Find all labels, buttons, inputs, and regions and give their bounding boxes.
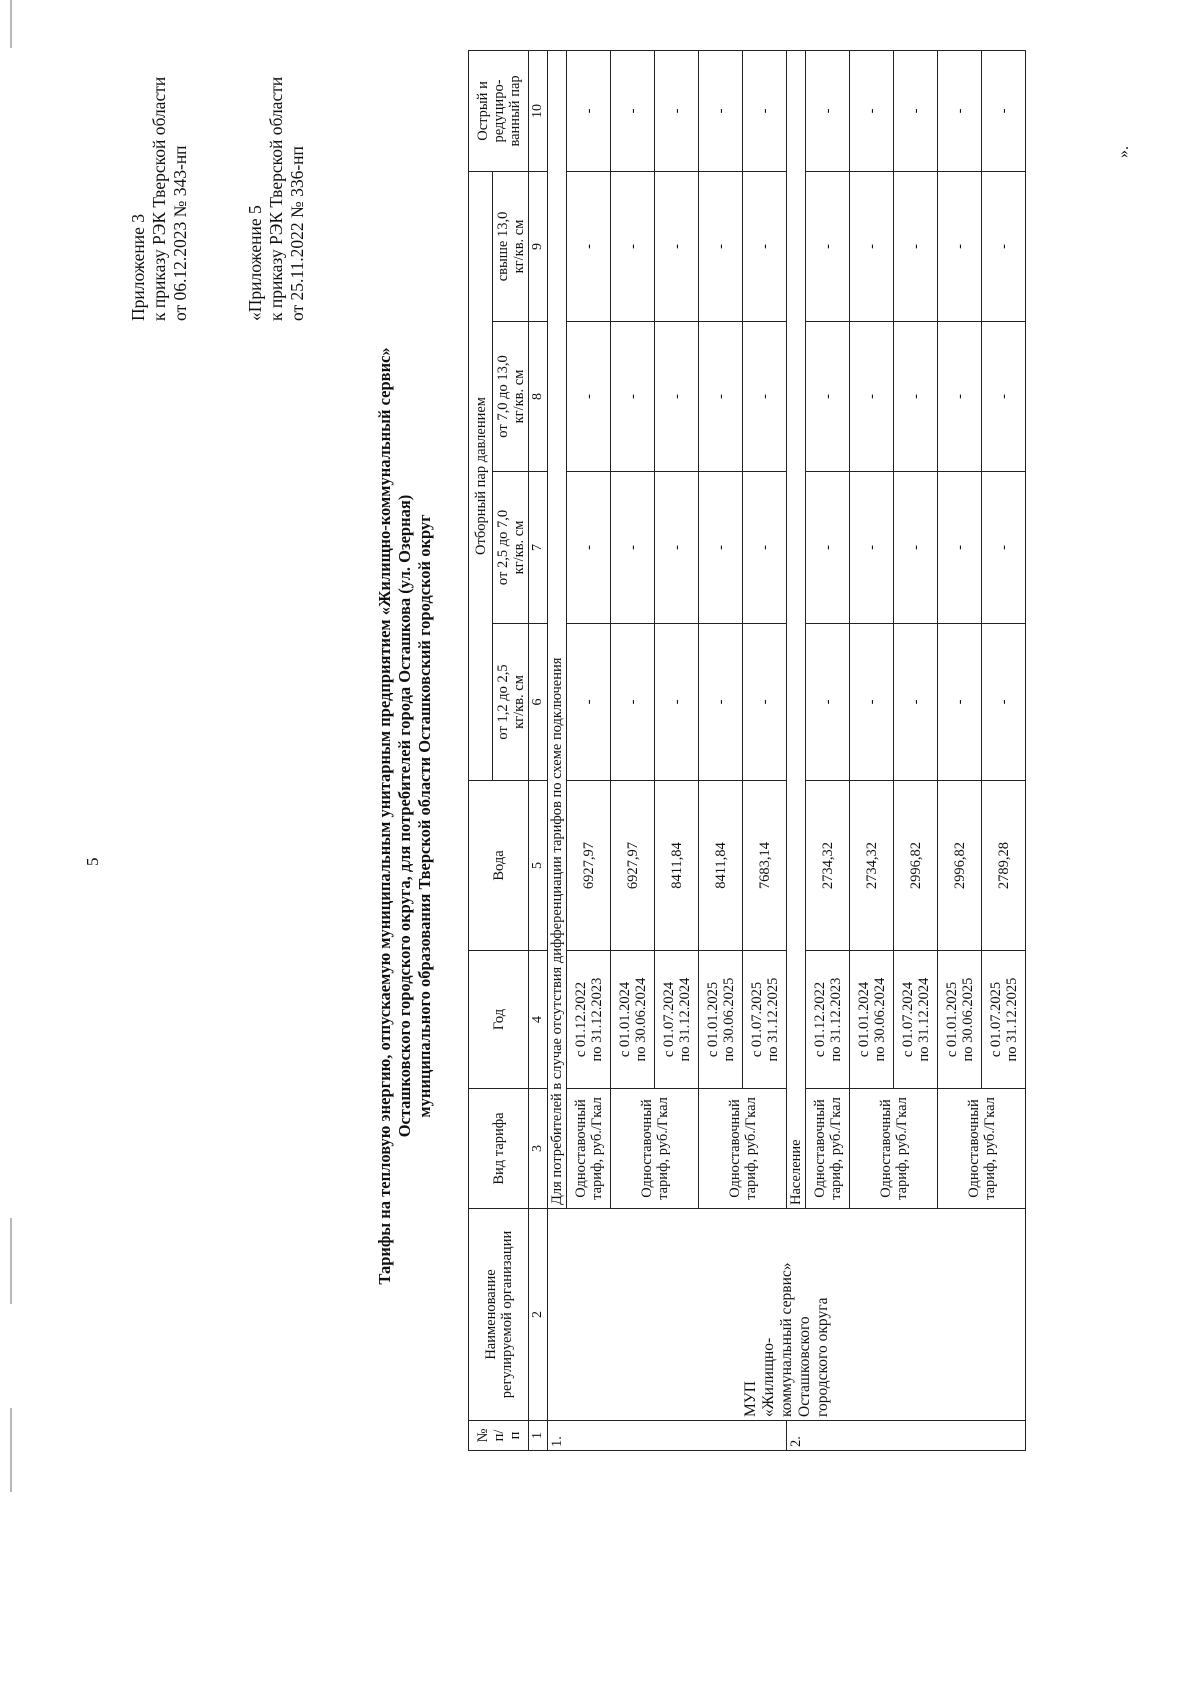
steam-tariff-value: - xyxy=(894,322,938,472)
steam-tariff-value: - xyxy=(850,322,894,472)
steam-tariff-value: - xyxy=(982,50,1026,171)
appendix-line: к приказу РЭК Тверской области xyxy=(266,76,286,321)
period-cell: с 01.07.2025 по 31.12.2025 xyxy=(982,951,1026,1089)
steam-tariff-value: - xyxy=(699,50,743,171)
steam-tariff-value: - xyxy=(699,624,743,781)
tariff-type-cell: Одноставочный тариф, руб./Гкал xyxy=(938,1089,1026,1209)
header-sharp-steam: Острый и редуциро- ванный пар xyxy=(469,50,529,171)
steam-tariff-value: - xyxy=(894,472,938,624)
header-pressure-2: от 2,5 до 7,0 кг/кв. см xyxy=(493,472,529,624)
steam-tariff-value: - xyxy=(699,171,743,321)
closing-quote-mark: ». xyxy=(1115,146,1132,158)
steam-tariff-value: - xyxy=(938,322,982,472)
steam-tariff-value: - xyxy=(806,50,850,171)
steam-tariff-value: - xyxy=(938,472,982,624)
steam-tariff-value: - xyxy=(567,50,611,171)
water-tariff-value: 8411,84 xyxy=(699,781,743,951)
period-cell: с 01.07.2024 по 31.12.2024 xyxy=(894,951,938,1089)
appendix-line: от 06.12.2023 № 343-нп xyxy=(170,145,190,321)
steam-tariff-value: - xyxy=(655,322,699,472)
document-title xyxy=(375,266,435,1366)
water-tariff-value: 6927,97 xyxy=(567,781,611,951)
steam-tariff-value: - xyxy=(938,171,982,321)
section-label: Для потребителей в случае отсутствия дифференциации тарифов по схеме подключения xyxy=(548,50,567,1208)
steam-tariff-value: - xyxy=(611,624,655,781)
steam-tariff-value: - xyxy=(611,472,655,624)
steam-tariff-value: - xyxy=(982,472,1026,624)
column-number: 10 xyxy=(529,50,548,171)
steam-tariff-value: - xyxy=(806,624,850,781)
header-pressure-3: от 7,0 до 13,0 кг/кв. см xyxy=(493,322,529,472)
water-tariff-value: 2789,28 xyxy=(982,781,1026,951)
period-cell: с 01.07.2025 по 31.12.2025 xyxy=(743,951,787,1089)
page-number: 5 xyxy=(83,857,102,866)
tariff-type-cell: Одноставочный тариф, руб./Гкал xyxy=(611,1089,699,1209)
steam-tariff-value: - xyxy=(850,171,894,321)
steam-tariff-value: - xyxy=(982,322,1026,472)
appendix-line: «Приложение 5 xyxy=(245,205,265,321)
tariff-type-cell: Одноставочный тариф, руб./Гкал xyxy=(699,1089,787,1209)
steam-tariff-value: - xyxy=(611,50,655,171)
header-tariff-type: Вид тарифа xyxy=(469,1089,529,1209)
header-pressure-4: свыше 13,0 кг/кв. см xyxy=(493,171,529,321)
column-numbers-row xyxy=(529,50,548,1450)
steam-tariff-value: - xyxy=(850,472,894,624)
steam-tariff-value: - xyxy=(806,171,850,321)
steam-tariff-value: - xyxy=(655,624,699,781)
section-number: 1. xyxy=(548,1421,787,1451)
steam-tariff-value: - xyxy=(699,322,743,472)
steam-tariff-value: - xyxy=(655,472,699,624)
steam-tariff-value: - xyxy=(806,472,850,624)
water-tariff-value: 2734,32 xyxy=(806,781,850,951)
steam-tariff-value: - xyxy=(699,472,743,624)
appendix-current-reference xyxy=(128,77,191,321)
water-tariff-value: 2734,32 xyxy=(850,781,894,951)
steam-tariff-value: - xyxy=(938,50,982,171)
steam-tariff-value: - xyxy=(567,472,611,624)
header-number: № п/ п xyxy=(469,1421,529,1451)
header-pressure-1: от 1,2 до 2,5 кг/кв. см xyxy=(493,624,529,781)
steam-tariff-value: - xyxy=(567,322,611,472)
steam-tariff-value: - xyxy=(743,171,787,321)
steam-tariff-value: - xyxy=(743,50,787,171)
column-number: 4 xyxy=(529,951,548,1089)
water-tariff-value: 7683,14 xyxy=(743,781,787,951)
title-line: муниципального образования Тверской области Осташковский городской округ xyxy=(415,514,434,1118)
steam-tariff-value: - xyxy=(655,50,699,171)
title-line: Тарифы на тепловую энергию, отпускаемую муниципальным унитарным предприятием «Жилищно-коммунальный сервис» xyxy=(375,347,394,1285)
tariff-type-cell: Одноставочный тариф, руб./Гкал xyxy=(567,1089,611,1209)
tariff-type-cell: Одноставочный тариф, руб./Гкал xyxy=(850,1089,938,1209)
period-cell: с 01.07.2024 по 31.12.2024 xyxy=(655,951,699,1089)
steam-tariff-value: - xyxy=(894,171,938,321)
water-tariff-value: 8411,84 xyxy=(655,781,699,951)
period-cell: с 01.12.2022 по 31.12.2023 xyxy=(567,951,611,1089)
steam-tariff-value: - xyxy=(567,624,611,781)
appendix-previous-reference xyxy=(245,77,308,321)
section-label: Население xyxy=(787,50,806,1208)
steam-tariff-value: - xyxy=(894,624,938,781)
steam-tariff-value: - xyxy=(938,624,982,781)
section-row xyxy=(548,50,567,1450)
column-number: 8 xyxy=(529,322,548,472)
tariff-table xyxy=(468,50,1026,1451)
column-number: 3 xyxy=(529,1089,548,1209)
steam-tariff-value: - xyxy=(982,171,1026,321)
appendix-line: от 25.11.2022 № 336-нп xyxy=(287,146,307,321)
steam-tariff-value: - xyxy=(894,50,938,171)
column-number: 1 xyxy=(529,1421,548,1451)
tariff-table-body xyxy=(469,50,1026,1450)
water-tariff-value: 2996,82 xyxy=(938,781,982,951)
water-tariff-value: 2996,82 xyxy=(894,781,938,951)
period-cell: с 01.12.2022 по 31.12.2023 xyxy=(806,951,850,1089)
steam-tariff-value: - xyxy=(655,171,699,321)
water-tariff-value: 6927,97 xyxy=(611,781,655,951)
column-number: 2 xyxy=(529,1209,548,1421)
header-water: Вода xyxy=(469,781,529,951)
column-number: 5 xyxy=(529,781,548,951)
steam-tariff-value: - xyxy=(743,472,787,624)
steam-tariff-value: - xyxy=(850,624,894,781)
header-year: Год xyxy=(469,951,529,1089)
column-number: 7 xyxy=(529,472,548,624)
period-cell: с 01.01.2025 по 30.06.2025 xyxy=(938,951,982,1089)
steam-tariff-value: - xyxy=(806,322,850,472)
header-organization: Наименование регулируемой организации xyxy=(469,1209,529,1421)
steam-tariff-value: - xyxy=(611,322,655,472)
section-number: 2. xyxy=(787,1421,1026,1451)
steam-tariff-value: - xyxy=(567,171,611,321)
header-selected-steam: Отборный пар давлением xyxy=(469,171,493,780)
steam-tariff-value: - xyxy=(611,171,655,321)
organization-name: МУП «Жилищно- коммунальный сервис» Осташковского городского округа xyxy=(548,1209,1026,1421)
column-number: 9 xyxy=(529,171,548,321)
period-cell: с 01.01.2025 по 30.06.2025 xyxy=(699,951,743,1089)
steam-tariff-value: - xyxy=(982,624,1026,781)
appendix-line: Приложение 3 xyxy=(128,213,148,321)
period-cell: с 01.01.2024 по 30.06.2024 xyxy=(850,951,894,1089)
column-number: 6 xyxy=(529,624,548,781)
title-line: Осташковского городского округа, для потребителей города Осташкова (ул. Озерная) xyxy=(395,494,414,1138)
steam-tariff-value: - xyxy=(743,624,787,781)
steam-tariff-value: - xyxy=(743,322,787,472)
steam-tariff-value: - xyxy=(850,50,894,171)
period-cell: с 01.01.2024 по 30.06.2024 xyxy=(611,951,655,1089)
tariff-type-cell: Одноставочный тариф, руб./Гкал xyxy=(806,1089,850,1209)
appendix-line: к приказу РЭК Тверской области xyxy=(149,76,169,321)
